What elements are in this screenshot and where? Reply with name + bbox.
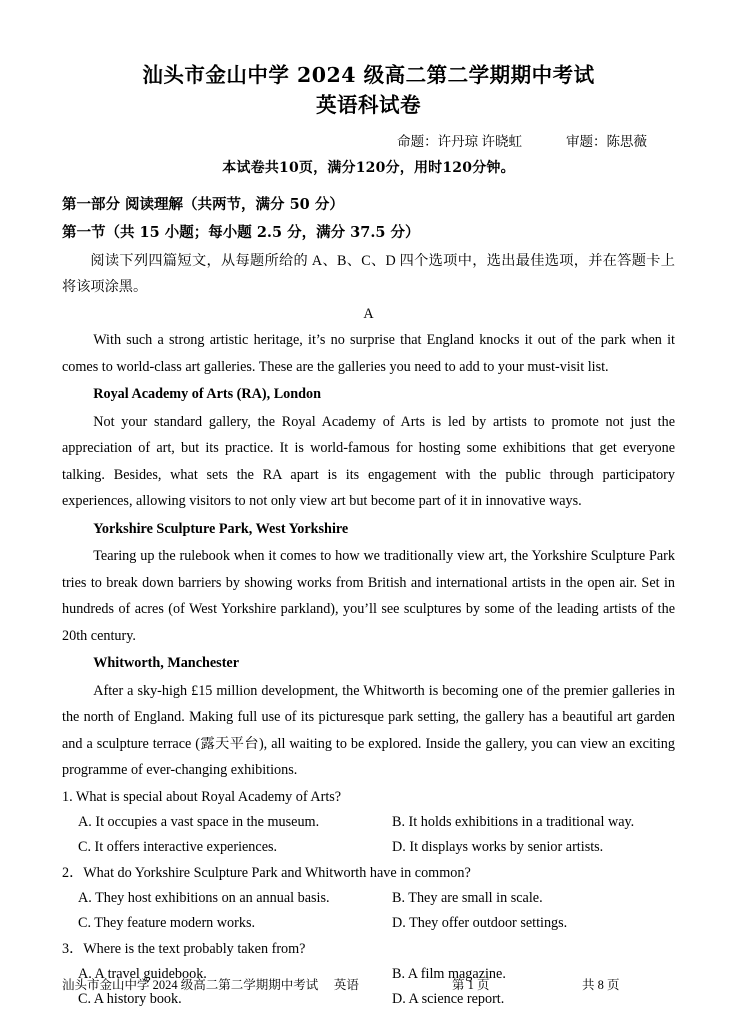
- exam-note: 本试卷共10页，满分120分，用时120分钟。: [222, 160, 515, 176]
- footer-page-number: 第 1 页: [452, 978, 490, 992]
- gallery-body-ra: Not your standard gallery, the Royal Academy of Arts is led by artists to promote not just the appreciation of art, but its practice. It is world-famous for hosting some exhibitions that get everyone talking. Besides, what sets the RA apart is its engagement with the public through participatory experiences, allowing visitors to not only view art but become part of it in innovative ways.: [62, 413, 675, 509]
- question-1-option-a[interactable]: A. It occupies a vast space in the museum.: [78, 813, 320, 830]
- title-line-2: 英语科试卷: [316, 93, 421, 117]
- question-1-option-c[interactable]: C. It offers interactive experiences.: [78, 838, 278, 855]
- question-2-option-a[interactable]: A. They host exhibitions on an annual basis.: [78, 889, 330, 906]
- question-3-option-b[interactable]: B. A film magazine.: [392, 965, 506, 982]
- page-title: [62, 60, 675, 120]
- part-1-heading: 第一部分 阅读理解（共两节，满分 50 分）: [62, 196, 344, 213]
- question-3-stem: 3．Where is the text probably taken from?: [62, 940, 306, 957]
- section-1-heading: 第一节（共 15 小题；每小题 2.5 分，满分 37.5 分）: [62, 224, 420, 241]
- gallery-body-yorkshire: Tearing up the rulebook when it comes to how we traditionally view art, the Yorkshire Sculpture Park tries to break down barriers by showing works from British and international artists in the open air. Set in hundreds of acres (of West Yorkshire parkland), you’ll see sculptures by some of the leading artists of the 20th century.: [62, 548, 675, 644]
- gallery-heading-yorkshire: Yorkshire Sculpture Park, West Yorkshire: [93, 520, 349, 537]
- question-3-option-c[interactable]: C. A history book.: [78, 990, 182, 1007]
- question-1-stem: 1. What is special about Royal Academy of Arts?: [62, 788, 342, 805]
- footer-page-total: 共 8 页: [582, 978, 620, 992]
- gallery-heading-whitworth: Whitworth, Manchester: [93, 655, 240, 671]
- byline: [62, 130, 675, 150]
- page-footer: [62, 975, 675, 993]
- question-2-options: [62, 886, 675, 911]
- gallery-heading-ra: Royal Academy of Arts (RA), London: [93, 386, 322, 402]
- question-1-option-d[interactable]: D. It displays works by senior artists.: [392, 838, 604, 855]
- question-3-option-a[interactable]: A. A travel guidebook.: [78, 965, 207, 982]
- question-2-option-b[interactable]: B. They are small in scale.: [392, 889, 543, 906]
- question-2-stem: 2．What do Yorkshire Sculpture Park and Whitworth have in common?: [62, 864, 471, 881]
- question-2-option-c[interactable]: C. They feature modern works.: [78, 914, 256, 931]
- byline-setter: 命题：许丹琼 许晓虹: [397, 134, 522, 149]
- question-2-option-d[interactable]: D. They offer outdoor settings.: [392, 914, 568, 931]
- passage-a-intro: With such a strong artistic heritage, it’s no surprise that England knocks it out of the park when it comes to world-class art galleries. These are the galleries you need to add to your must-visit list.: [62, 332, 675, 375]
- passage-letter: A: [363, 306, 374, 322]
- byline-reviewer: 审题：陈思薇: [566, 134, 647, 149]
- question-1-options: [62, 810, 675, 835]
- instruction-text: 阅读下列四篇短文，从每题所给的 A、B、C、D 四个选项中，选出最佳选项，并在答题卡上将该项涂黑。: [62, 253, 675, 295]
- gallery-body-whitworth: After a sky-high £15 million development, the Whitworth is becoming one of the premier galleries in the north of England. Making full use of its picturesque park setting, the gallery has a beautiful art garden and a sculpture terrace (露天平台), all waiting to be explored. Inside the gallery, you can view an exciting programme of ever-changing exhibitions.: [62, 682, 675, 778]
- question-1-option-b[interactable]: B. It holds exhibitions in a traditional way.: [392, 813, 635, 830]
- title-line-1: 汕头市金山中学 2024 级高二第二学期期中考试: [142, 63, 595, 87]
- question-3-option-d[interactable]: D. A science report.: [392, 990, 505, 1007]
- footer-exam-name: 汕头市金山中学 2024 级高二第二学期期中考试 英语: [62, 978, 359, 992]
